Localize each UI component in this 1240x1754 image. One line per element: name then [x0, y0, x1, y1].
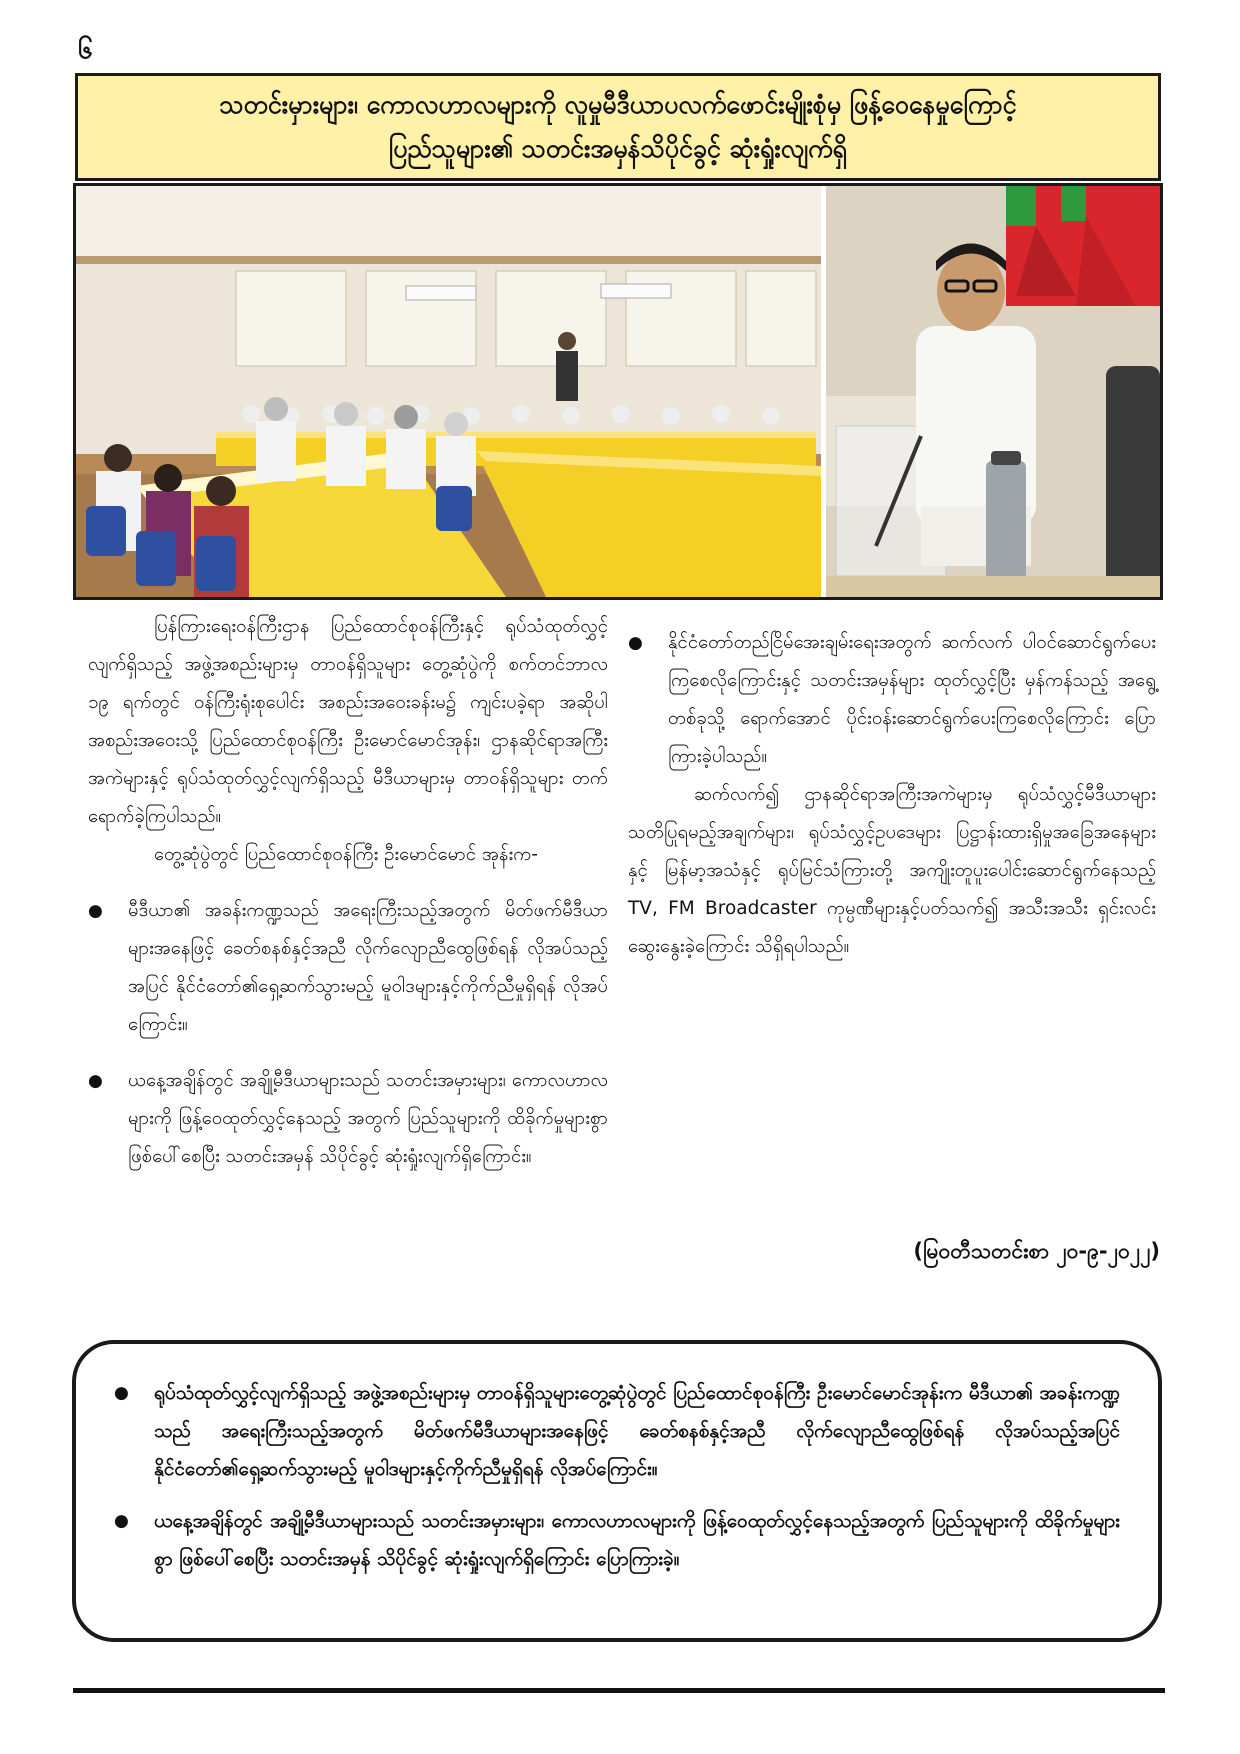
speech-bullet-3: ● နိုင်ငံတော်တည်ငြိမ်အေးချမ်းရေးအတွက် ဆက်လက် ပါဝင်ဆောင်ရွက်ပေးကြစေလိုကြောင်းနှင့် သတင်းအမှန်များ ထုတ်လွှင့်ပြီး မှန်ကန်သည့် အရွေ့တစ်ခုသို့ ရောက်အောင် ပိုင်းဝန်းဆောင်ရွက်ပေးကြစေလိုကြောင်း ပြောကြားခဲ့ပါသည်။ [628, 624, 1156, 776]
meeting-photo-illustration [76, 186, 1160, 597]
headline-line-2: ပြည်သူများ၏ သတင်းအမှန်သိပိုင်ခွင့် ဆုံးရှုံးလျက်ရှိ [389, 134, 847, 163]
bottom-divider [73, 1688, 1165, 1693]
article-right-column [628, 624, 1156, 966]
source-citation: (မြဝတီသတင်းစာ ၂၀-၉-၂၀၂၂) [913, 1239, 1160, 1263]
summary-box [72, 1340, 1162, 1642]
headline-line-1: သတင်းမှားများ၊ ကောလဟာလများကို လူမှုမီဒီယာပလက်ဖောင်းမျိုးစုံမှ ဖြန့်ဝေနေမှုကြောင့် [219, 90, 1017, 119]
summary-item-1: ● ရုပ်သံထုတ်လွှင့်လျက်ရှိသည့် အဖွဲ့အစည်းများမှ တာဝန်ရှိသူများတွေ့ဆုံပွဲတွင် ပြည်ထောင်စုဝန်ကြီး ဦးမောင်မောင်အုန်းက မီဒီယာ၏ အခန်းကဏ္ဍသည် အရေးကြီးသည့်အတွက် မိတ်ဖက်မီဒီယာများအနေဖြင့် ခေတ်စနစ်နှင့်အညီ လိုက်လျောညီထွေဖြစ်ရန် လိုအပ်သည့်အပြင် နိုင်ငံတော်၏ရှေ့ဆက်သွားမည့် မူဝါဒများနှင့်ကိုက်ညီမှုရှိရန် လိုအပ်ကြောင်း။ [114, 1374, 1120, 1488]
follow-up-paragraph: ဆက်လက်၍ ဌာနဆိုင်ရာအကြီးအကဲများမှ ရုပ်သံလွှင့်မီဒီယာများ သတိပြုရမည့်အချက်များ၊ ရုပ်သံလွှင့်ဥပဒေများ ပြဋ္ဌာန်းထားရှိမှုအခြေအနေများနှင့် မြန်မာ့အသံနှင့် ရုပ်မြင်သံကြားတို့ အကျိုးတူပူးပေါင်းဆောင်ရွက်နေသည့် TV, FM Broadcaster ကုမ္ပဏီများနှင့်ပတ်သက်၍ အသီးအသီး ရှင်းလင်းဆွေးနွေးခဲ့ကြောင်း သိရှိရပါသည်။ [628, 784, 1156, 957]
speech-intro-paragraph: တွေ့ဆုံပွဲတွင် ပြည်ထောင်စုဝန်ကြီး ဦးမောင်မောင် အုန်းက- [154, 844, 538, 865]
headline-box [75, 73, 1161, 181]
page-number: ၆ [78, 35, 93, 65]
speech-bullet-1: ● မီဒီယာ၏ အခန်းကဏ္ဍသည် အရေးကြီးသည့်အတွက် မိတ်ဖက်မီဒီယာများအနေဖြင့် ခေတ်စနစ်နှင့်အညီ လိုက်လျောညီထွေဖြစ်ရန် လိုအပ်သည့်အပြင် နိုင်ငံတော်၏ရှေ့ဆက်သွားမည့် မူဝါဒများနှင့်ကိုက်ညီမှုရှိရန် လိုအပ်ကြောင်း။ [88, 892, 608, 1044]
speech-bullet-2: ● ယနေ့အချိန်တွင် အချို့မီဒီယာများသည် သတင်းအမှားများ၊ ကောလဟာလများကို ဖြန့်ဝေထုတ်လွှင့်နေသည့် အတွက် ပြည်သူများကို ထိခိုက်မှုများစွာ ဖြစ်ပေါ်စေပြီး သတင်းအမှန် သိပိုင်ခွင့် ဆုံးရှုံးလျက်ရှိကြောင်း။ [88, 1062, 608, 1176]
article-intro-paragraph: ပြန်ကြားရေးဝန်ကြီးဌာန ပြည်ထောင်စုဝန်ကြီးနှင့် ရုပ်သံထုတ်လွှင့်လျက်ရှိသည့် အဖွဲ့အစည်းများမှ တာဝန်ရှိသူများ တွေ့ဆုံပွဲကို စက်တင်ဘာလ ၁၉ ရက်တွင် ဝန်ကြီးရုံးစုပေါင်း အစည်းအဝေးခန်းမ၌ ကျင်းပခဲ့ရာ အဆိုပါအစည်းအဝေးသို့ ပြည်ထောင်စုဝန်ကြီး ဦးမောင်မောင်အုန်း၊ ဌာနဆိုင်ရာအကြီး အကဲများနှင့် ရုပ်သံထုတ်လွှင့်လျက်ရှိသည့် မီဒီယာများမှ တာဝန်ရှိသူများ တက်ရောက်ခဲ့ကြပါသည်။ [88, 616, 608, 827]
article-left-column [88, 608, 608, 1176]
meeting-photo [73, 183, 1163, 600]
minister-speaking-photo [826, 186, 1160, 597]
summary-item-2: ● ယနေ့အချိန်တွင် အချို့မီဒီယာများသည် သတင်းအမှားများ၊ ကောလဟာလများကို ဖြန့်ဝေထုတ်လွှင့်နေသည့်အတွက် ပြည်သူများကို ထိခိုက်မှုများစွာ ဖြစ်ပေါ်စေပြီး သတင်းအမှန် သိပိုင်ခွင့် ဆုံးရှုံးလျက်ရှိကြောင်း ပြောကြားခဲ့။ [114, 1502, 1120, 1578]
conference-hall-photo [76, 186, 821, 597]
